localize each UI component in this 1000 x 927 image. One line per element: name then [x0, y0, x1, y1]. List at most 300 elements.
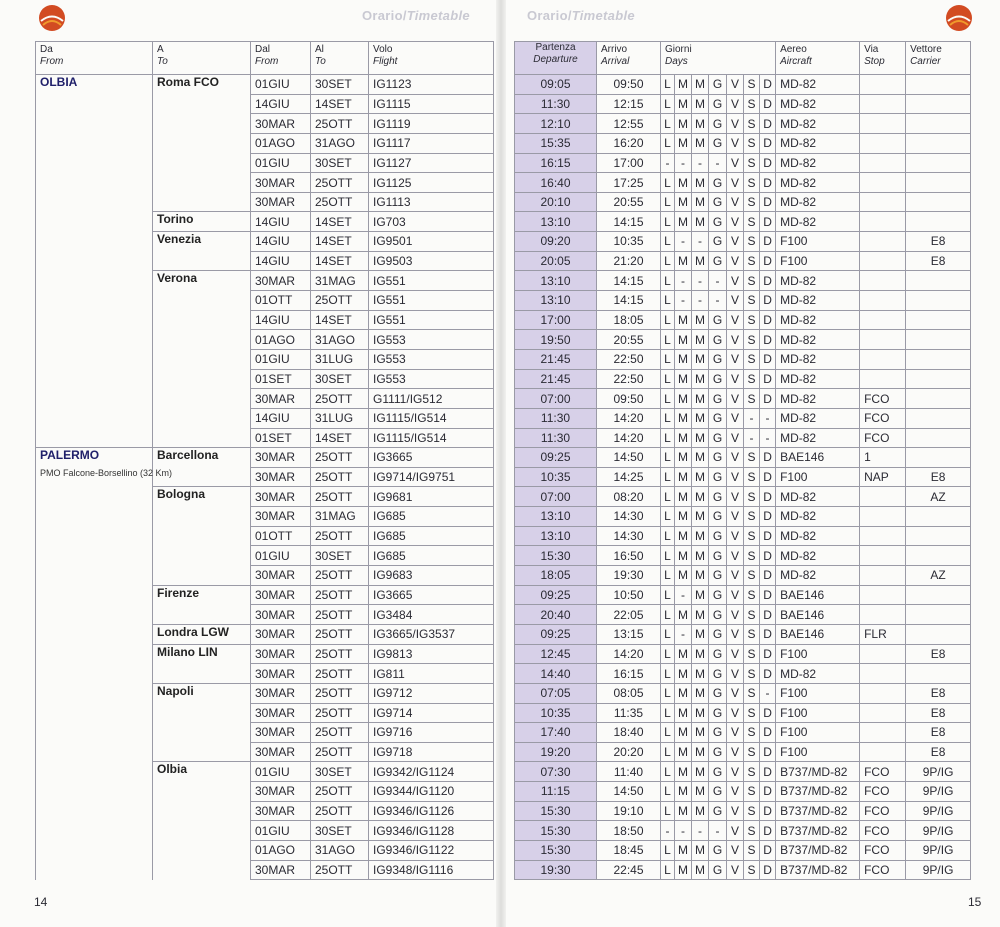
day-cell: V [727, 114, 744, 134]
airline-logo-icon [945, 4, 973, 32]
aircraft-cell: B737/MD-82 [776, 840, 860, 860]
arrival-cell: 14:15 [597, 212, 661, 232]
departure-cell: 09:25 [515, 624, 597, 644]
day-cell: - [661, 153, 675, 173]
valid-from-cell: 14GIU [251, 251, 311, 271]
day-cell: - [744, 428, 760, 448]
carrier-cell [906, 192, 971, 212]
flight-number-cell: IG9344/IG1120 [369, 782, 494, 802]
stop-cell [860, 683, 906, 703]
stop-cell: FCO [860, 408, 906, 428]
carrier-cell: E8 [906, 723, 971, 743]
aircraft-cell: F100 [776, 723, 860, 743]
day-cell: M [692, 683, 709, 703]
day-cell: L [661, 232, 675, 252]
day-cell: S [744, 271, 760, 291]
schedule-row [515, 192, 971, 212]
day-cell: D [760, 566, 776, 586]
stop-cell [860, 349, 906, 369]
schedule-header-row [515, 42, 971, 75]
day-cell: S [744, 801, 760, 821]
valid-to-cell: 14SET [311, 428, 369, 448]
day-cell: V [727, 232, 744, 252]
day-cell: M [675, 762, 692, 782]
day-cell: S [744, 114, 760, 134]
day-cell: - [709, 153, 727, 173]
day-cell: V [727, 840, 744, 860]
day-cell: S [744, 349, 760, 369]
day-cell: L [661, 94, 675, 114]
day-cell: L [661, 192, 675, 212]
day-cell: G [709, 330, 727, 350]
col-aircraft-header: Aereo Aircraft [776, 42, 860, 75]
arrival-cell: 17:00 [597, 153, 661, 173]
valid-to-cell: 31MAG [311, 271, 369, 291]
valid-to-cell: 25OTT [311, 192, 369, 212]
day-cell: M [692, 94, 709, 114]
day-cell: S [744, 546, 760, 566]
departure-cell: 14:40 [515, 664, 597, 684]
day-cell: V [727, 782, 744, 802]
day-cell: V [727, 723, 744, 743]
flight-number-cell: IG551 [369, 271, 494, 291]
day-cell: S [744, 133, 760, 153]
destination-name: Roma FCO [157, 75, 220, 89]
day-cell: G [709, 742, 727, 762]
aircraft-cell: MD-82 [776, 153, 860, 173]
valid-from-cell: 30MAR [251, 723, 311, 743]
departure-cell: 13:10 [515, 212, 597, 232]
departure-cell: 09:25 [515, 585, 597, 605]
airline-logo-icon [38, 4, 66, 32]
departure-cell: 19:20 [515, 742, 597, 762]
day-cell: V [727, 94, 744, 114]
routes-table [35, 41, 494, 880]
valid-to-cell: 25OTT [311, 742, 369, 762]
carrier-cell: E8 [906, 251, 971, 271]
valid-from-cell: 01GIU [251, 546, 311, 566]
flight-number-cell: IG1113 [369, 192, 494, 212]
aircraft-cell: B737/MD-82 [776, 821, 860, 841]
aircraft-cell: MD-82 [776, 349, 860, 369]
day-cell: L [661, 448, 675, 468]
day-cell: V [727, 762, 744, 782]
stop-cell [860, 153, 906, 173]
day-cell: S [744, 723, 760, 743]
col-days-header: Giorni Days [661, 42, 776, 75]
aircraft-cell: BAE146 [776, 585, 860, 605]
day-cell: L [661, 212, 675, 232]
carrier-cell: E8 [906, 644, 971, 664]
valid-to-cell: 25OTT [311, 644, 369, 664]
day-cell: M [675, 369, 692, 389]
destination-name: Bologna [157, 487, 205, 502]
schedule-row [515, 408, 971, 428]
stop-cell [860, 723, 906, 743]
flight-number-cell: IG9681 [369, 487, 494, 507]
day-cell: S [744, 762, 760, 782]
aircraft-cell: F100 [776, 683, 860, 703]
day-cell: S [744, 467, 760, 487]
flight-number-cell: IG1125 [369, 173, 494, 193]
right-page-title: Orario/Timetable [527, 8, 635, 23]
day-cell: V [727, 291, 744, 311]
day-cell: M [692, 408, 709, 428]
flight-number-cell: IG9346/IG1122 [369, 840, 494, 860]
day-cell: V [727, 585, 744, 605]
day-cell: D [760, 624, 776, 644]
valid-from-cell: 01OTT [251, 526, 311, 546]
carrier-cell [906, 664, 971, 684]
stop-cell [860, 546, 906, 566]
day-cell: S [744, 860, 760, 880]
day-cell: V [727, 487, 744, 507]
day-cell: - [709, 821, 727, 841]
day-cell: M [675, 349, 692, 369]
schedule-row [515, 448, 971, 468]
day-cell: G [709, 624, 727, 644]
destination-name: Olbia [157, 762, 188, 777]
aircraft-cell: B737/MD-82 [776, 782, 860, 802]
valid-to-cell: 30SET [311, 821, 369, 841]
day-cell: V [727, 526, 744, 546]
day-cell: G [709, 310, 727, 330]
day-cell: M [692, 526, 709, 546]
departure-cell: 21:45 [515, 349, 597, 369]
day-cell: G [709, 507, 727, 527]
valid-from-cell: 30MAR [251, 644, 311, 664]
flight-number-cell: IG703 [369, 212, 494, 232]
valid-to-cell: 25OTT [311, 605, 369, 625]
day-cell: M [675, 310, 692, 330]
day-cell: V [727, 624, 744, 644]
departure-cell: 18:05 [515, 566, 597, 586]
schedule-row [515, 330, 971, 350]
aircraft-cell: BAE146 [776, 605, 860, 625]
valid-from-cell: 30MAR [251, 448, 311, 468]
arrival-cell: 18:05 [597, 310, 661, 330]
aircraft-cell: MD-82 [776, 546, 860, 566]
valid-from-cell: 30MAR [251, 801, 311, 821]
day-cell: M [692, 703, 709, 723]
schedule-row [515, 369, 971, 389]
schedule-row [515, 860, 971, 880]
day-cell: M [692, 428, 709, 448]
right-page [500, 0, 1000, 927]
stop-cell [860, 605, 906, 625]
day-cell: L [661, 428, 675, 448]
day-cell: M [692, 585, 709, 605]
valid-from-cell: 30MAR [251, 173, 311, 193]
day-cell: M [692, 75, 709, 95]
flight-number-cell: IG9346/IG1126 [369, 801, 494, 821]
day-cell: L [661, 114, 675, 134]
day-cell: S [744, 683, 760, 703]
carrier-cell [906, 349, 971, 369]
schedule-row [515, 566, 971, 586]
flight-number-cell: IG811 [369, 664, 494, 684]
day-cell: S [744, 330, 760, 350]
flight-number-cell: G1111/IG512 [369, 389, 494, 409]
day-cell: L [661, 487, 675, 507]
schedule-row [515, 821, 971, 841]
day-cell: D [760, 585, 776, 605]
left-page-title: Orario/Timetable [362, 8, 470, 23]
carrier-cell [906, 330, 971, 350]
day-cell: S [744, 291, 760, 311]
day-cell: G [709, 526, 727, 546]
day-cell: V [727, 330, 744, 350]
schedule-row [515, 762, 971, 782]
departure-cell: 19:50 [515, 330, 597, 350]
day-cell: V [727, 75, 744, 95]
day-cell: - [760, 408, 776, 428]
day-cell: G [709, 644, 727, 664]
day-cell: G [709, 664, 727, 684]
day-cell: V [727, 173, 744, 193]
day-cell: M [675, 566, 692, 586]
valid-from-cell: 01AGO [251, 330, 311, 350]
valid-from-cell: 01GIU [251, 821, 311, 841]
col-flight-header: Volo Flight [369, 42, 494, 75]
schedule-row [515, 94, 971, 114]
col-to-header: A To [153, 42, 251, 75]
stop-cell [860, 271, 906, 291]
day-cell: V [727, 860, 744, 880]
day-cell: M [692, 173, 709, 193]
arrival-cell: 11:40 [597, 762, 661, 782]
flight-number-cell: IG9346/IG1128 [369, 821, 494, 841]
flight-number-cell: IG551 [369, 310, 494, 330]
day-cell: G [709, 251, 727, 271]
carrier-cell: 9P/IG [906, 860, 971, 880]
day-cell: D [760, 526, 776, 546]
stop-cell: FCO [860, 389, 906, 409]
day-cell: M [692, 840, 709, 860]
aircraft-cell: B737/MD-82 [776, 762, 860, 782]
valid-to-cell: 25OTT [311, 801, 369, 821]
day-cell: G [709, 212, 727, 232]
departure-cell: 09:05 [515, 75, 597, 95]
stop-cell [860, 664, 906, 684]
flight-number-cell: IG3665 [369, 585, 494, 605]
day-cell: G [709, 566, 727, 586]
day-cell: M [675, 644, 692, 664]
aircraft-cell: MD-82 [776, 428, 860, 448]
day-cell: M [692, 310, 709, 330]
day-cell: L [661, 467, 675, 487]
day-cell: G [709, 703, 727, 723]
day-cell: L [661, 173, 675, 193]
day-cell: G [709, 487, 727, 507]
day-cell: V [727, 742, 744, 762]
day-cell: - [709, 291, 727, 311]
flight-number-cell: IG553 [369, 369, 494, 389]
arrival-cell: 18:40 [597, 723, 661, 743]
day-cell: V [727, 703, 744, 723]
valid-to-cell: 25OTT [311, 389, 369, 409]
stop-cell [860, 310, 906, 330]
departure-cell: 09:25 [515, 448, 597, 468]
day-cell: G [709, 467, 727, 487]
valid-to-cell: 25OTT [311, 585, 369, 605]
valid-to-cell: 14SET [311, 212, 369, 232]
carrier-cell: 9P/IG [906, 801, 971, 821]
day-cell: S [744, 192, 760, 212]
col-arrival-header: Arrivo Arrival [597, 42, 661, 75]
col-from-header: Da From [36, 42, 153, 75]
stop-cell [860, 507, 906, 527]
day-cell: M [675, 75, 692, 95]
schedule-row [515, 251, 971, 271]
destination-name: Torino [157, 212, 194, 227]
day-cell: M [675, 507, 692, 527]
day-cell: M [675, 683, 692, 703]
arrival-cell: 14:50 [597, 448, 661, 468]
schedule-row [515, 271, 971, 291]
day-cell: D [760, 801, 776, 821]
day-cell: M [692, 644, 709, 664]
day-cell: V [727, 546, 744, 566]
day-cell: M [675, 703, 692, 723]
stop-cell: 1 [860, 448, 906, 468]
day-cell: D [760, 703, 776, 723]
day-cell: M [675, 782, 692, 802]
departure-cell: 17:40 [515, 723, 597, 743]
flight-number-cell: IG1115 [369, 94, 494, 114]
day-cell: S [744, 624, 760, 644]
day-cell: L [661, 664, 675, 684]
aircraft-cell: MD-82 [776, 389, 860, 409]
valid-from-cell: 01AGO [251, 840, 311, 860]
day-cell: G [709, 114, 727, 134]
right-page-number: 15 [968, 895, 982, 909]
departure-cell: 13:10 [515, 526, 597, 546]
schedule-row [515, 703, 971, 723]
flight-number-cell: IG9718 [369, 742, 494, 762]
stop-cell: FLR [860, 624, 906, 644]
valid-to-cell: 14SET [311, 251, 369, 271]
carrier-cell [906, 448, 971, 468]
valid-from-cell: 30MAR [251, 507, 311, 527]
valid-from-cell: 01AGO [251, 133, 311, 153]
departure-cell: 12:45 [515, 644, 597, 664]
carrier-cell [906, 212, 971, 232]
day-cell: L [661, 251, 675, 271]
valid-to-cell: 30SET [311, 546, 369, 566]
day-cell: S [744, 840, 760, 860]
arrival-cell: 22:50 [597, 349, 661, 369]
day-cell: D [760, 448, 776, 468]
flight-number-cell: IG9714/IG9751 [369, 467, 494, 487]
day-cell: M [675, 408, 692, 428]
day-cell: G [709, 585, 727, 605]
departure-cell: 16:40 [515, 173, 597, 193]
destination-name: Venezia [157, 232, 202, 247]
arrival-cell: 12:15 [597, 94, 661, 114]
departure-cell: 13:10 [515, 291, 597, 311]
route-row [36, 75, 494, 95]
day-cell: M [692, 467, 709, 487]
valid-to-cell: 14SET [311, 310, 369, 330]
day-cell: - [675, 585, 692, 605]
flight-number-cell: IG1119 [369, 114, 494, 134]
day-cell: M [692, 566, 709, 586]
day-cell: S [744, 605, 760, 625]
day-cell: - [744, 408, 760, 428]
day-cell: M [675, 192, 692, 212]
valid-to-cell: 25OTT [311, 173, 369, 193]
schedule-row [515, 212, 971, 232]
day-cell: D [760, 762, 776, 782]
flight-number-cell: IG3665 [369, 448, 494, 468]
departure-cell: 10:35 [515, 703, 597, 723]
flight-number-cell: IG1115/IG514 [369, 428, 494, 448]
schedule-row [515, 428, 971, 448]
day-cell: M [692, 723, 709, 743]
day-cell: - [709, 271, 727, 291]
day-cell: L [661, 369, 675, 389]
day-cell: V [727, 408, 744, 428]
day-cell: L [661, 526, 675, 546]
valid-from-cell: 30MAR [251, 487, 311, 507]
valid-from-cell: 14GIU [251, 212, 311, 232]
schedule-row [515, 624, 971, 644]
day-cell: D [760, 192, 776, 212]
valid-from-cell: 30MAR [251, 114, 311, 134]
day-cell: V [727, 349, 744, 369]
stop-cell: FCO [860, 821, 906, 841]
valid-from-cell: 30MAR [251, 389, 311, 409]
departure-cell: 11:30 [515, 408, 597, 428]
valid-from-cell: 01SET [251, 369, 311, 389]
aircraft-cell: BAE146 [776, 624, 860, 644]
day-cell: - [760, 428, 776, 448]
day-cell: L [661, 566, 675, 586]
schedule-row [515, 349, 971, 369]
valid-from-cell: 30MAR [251, 467, 311, 487]
flight-number-cell: IG9683 [369, 566, 494, 586]
departure-cell: 15:30 [515, 546, 597, 566]
day-cell: L [661, 742, 675, 762]
day-cell: - [692, 291, 709, 311]
day-cell: L [661, 310, 675, 330]
col-carrier-header: Vettore Carrier [906, 42, 971, 75]
carrier-cell: E8 [906, 703, 971, 723]
day-cell: G [709, 683, 727, 703]
arrival-cell: 08:05 [597, 683, 661, 703]
day-cell: G [709, 389, 727, 409]
day-cell: S [744, 703, 760, 723]
day-cell: G [709, 801, 727, 821]
route-row [36, 448, 494, 468]
valid-to-cell: 30SET [311, 75, 369, 95]
arrival-cell: 16:50 [597, 546, 661, 566]
day-cell: D [760, 546, 776, 566]
day-cell: D [760, 133, 776, 153]
arrival-cell: 13:15 [597, 624, 661, 644]
flight-number-cell: IG9714 [369, 703, 494, 723]
valid-to-cell: 25OTT [311, 467, 369, 487]
departure-cell: 15:35 [515, 133, 597, 153]
day-cell: V [727, 389, 744, 409]
day-cell: M [675, 94, 692, 114]
arrival-cell: 09:50 [597, 389, 661, 409]
aircraft-cell: B737/MD-82 [776, 801, 860, 821]
day-cell: G [709, 860, 727, 880]
carrier-cell: AZ [906, 487, 971, 507]
day-cell: M [692, 624, 709, 644]
